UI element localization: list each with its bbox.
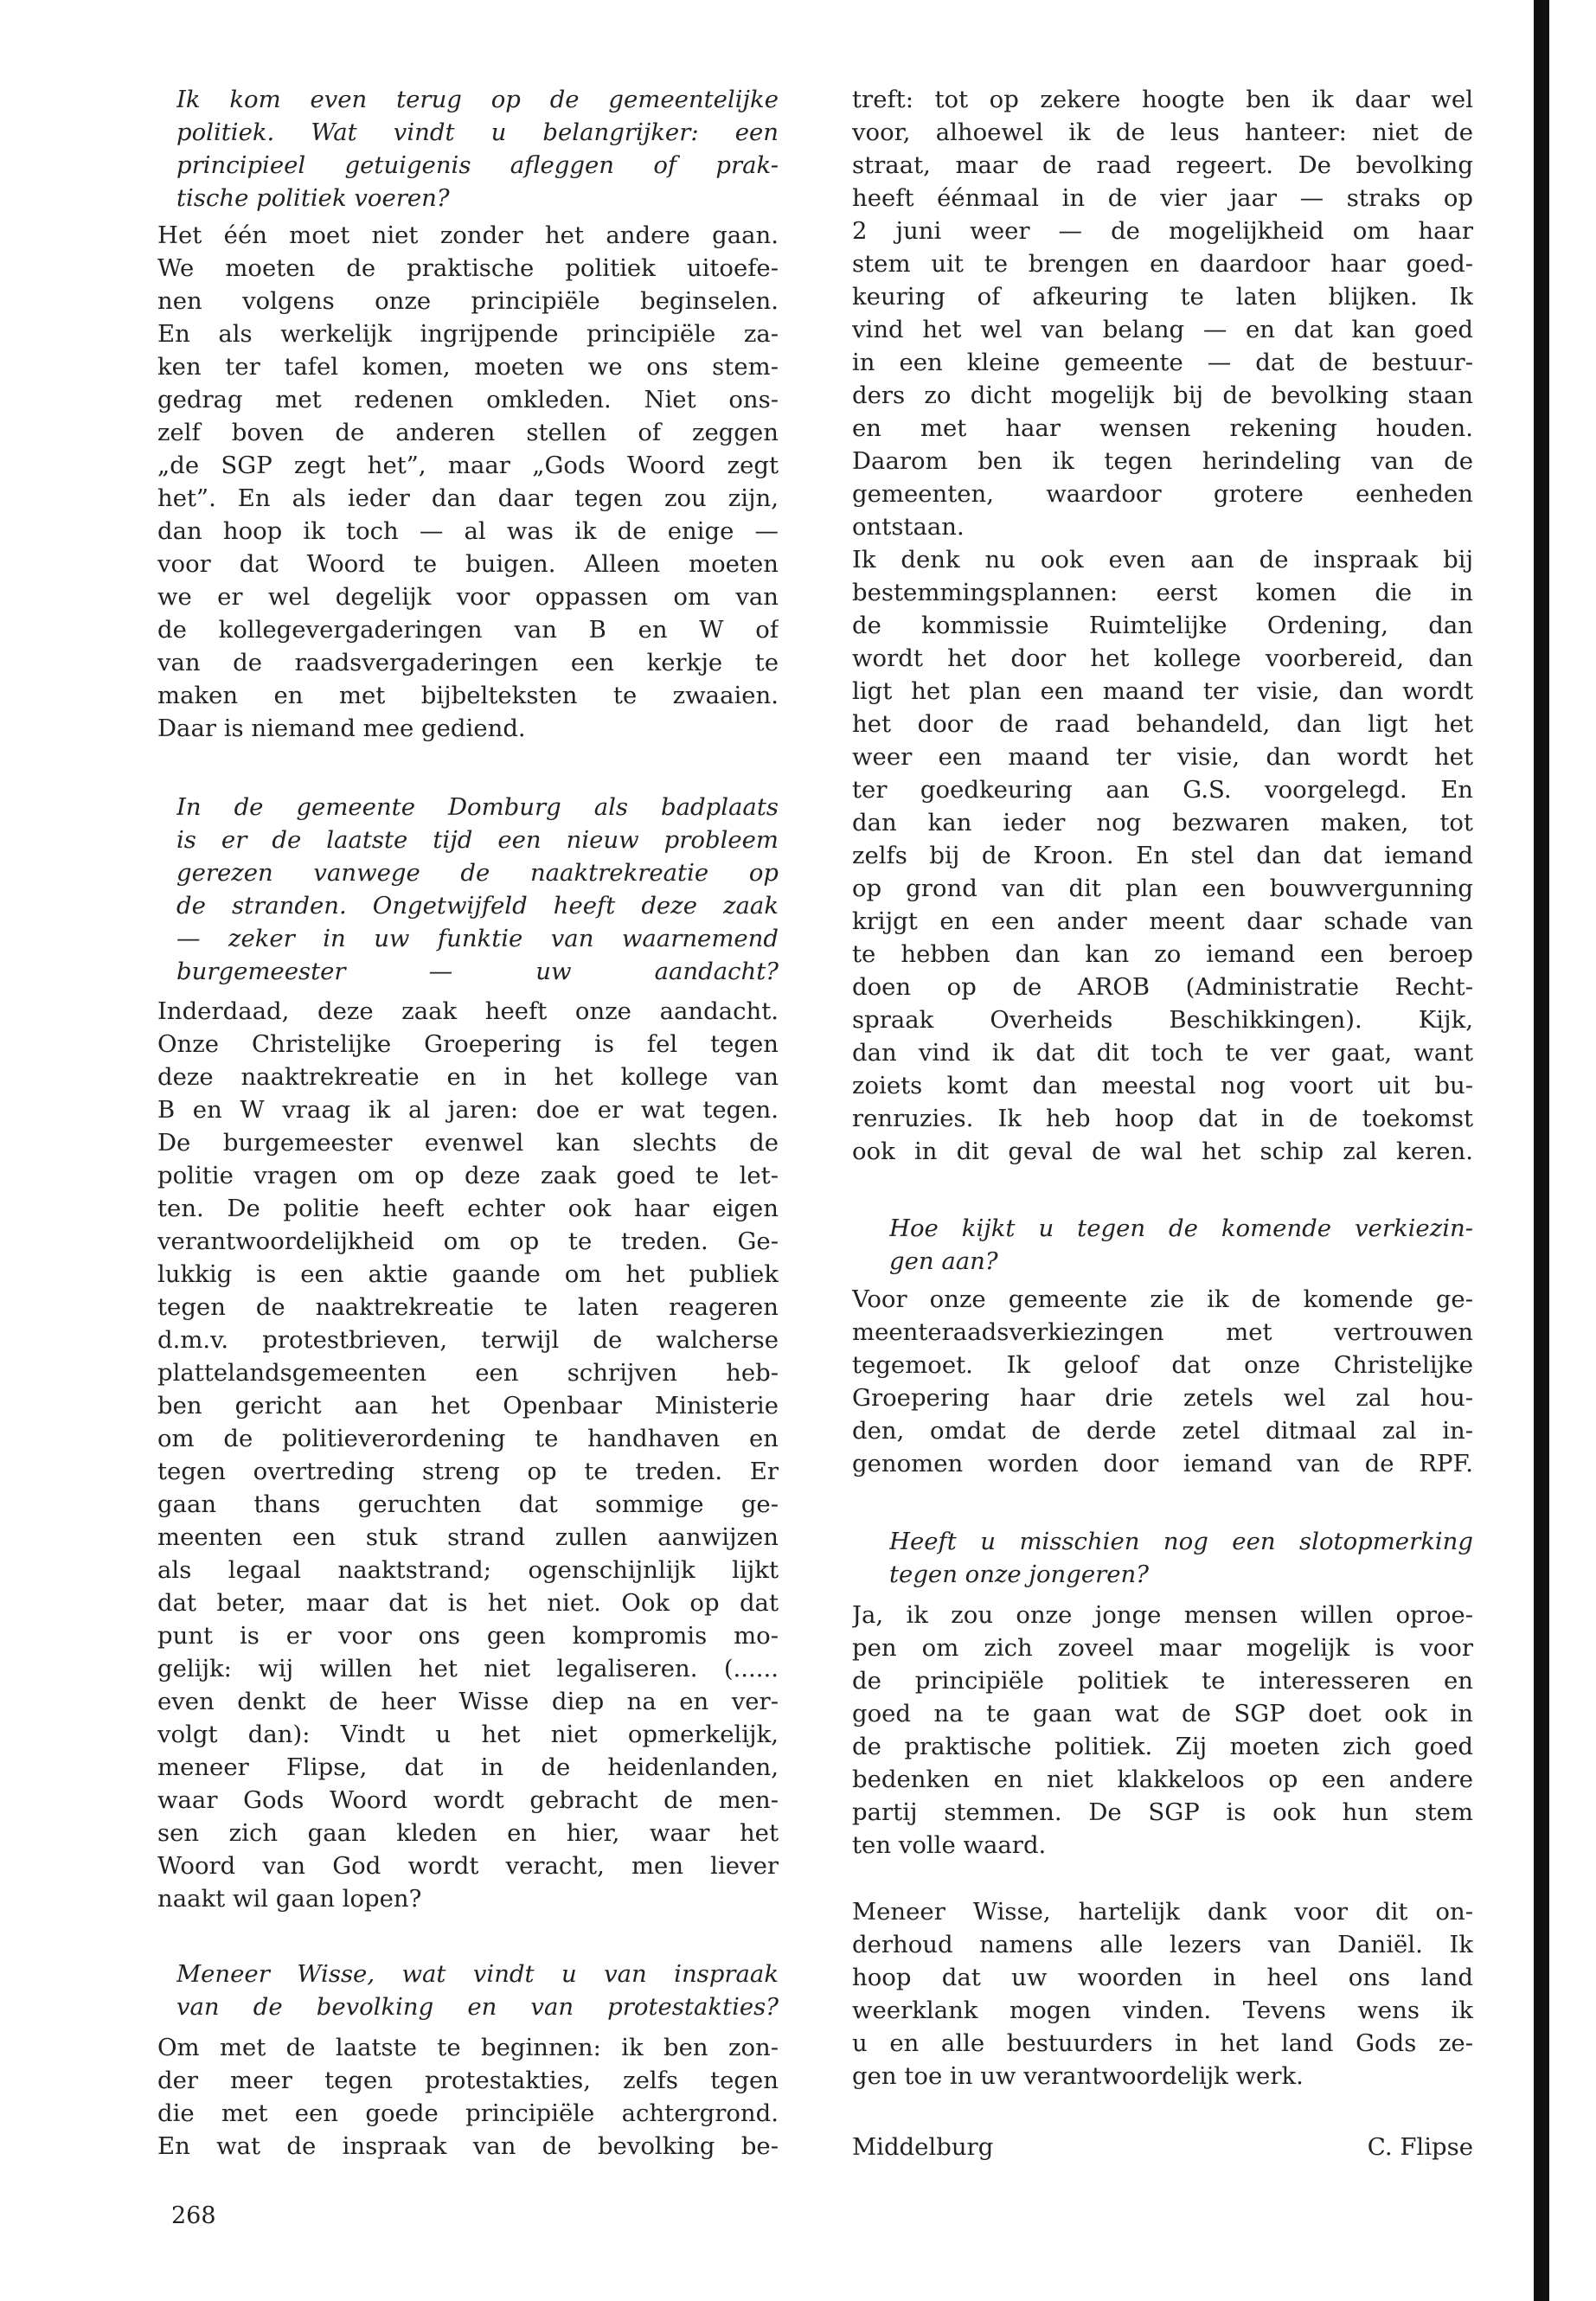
text-line: lukkig is een aktie gaande om het publiek — [157, 1260, 779, 1288]
text-line: is er de laatste tijd een nieuw probleem — [176, 826, 779, 854]
text-line: gerezen vanwege de naaktrekreatie op — [176, 859, 779, 887]
text-line: — zeker in uw funktie van waarnemend — [176, 925, 779, 952]
text-line: Groepering haar drie zetels wel zal hou- — [852, 1384, 1473, 1412]
text-line: op grond van dit plan een bouwvergunning — [852, 875, 1473, 902]
text-line: dat beter, maar dat is het niet. Ook op dat — [157, 1589, 779, 1617]
text-line: dan hoop ik toch — al was ik de enige — — [157, 517, 779, 545]
text-line: voor, alhoewel ik de leus hanteer: niet de — [852, 119, 1473, 146]
text-line: 2 juni weer — de mogelijkheid om haar — [852, 217, 1473, 245]
question-inspraak — [176, 1958, 779, 2023]
answer-bestemmingsplannen — [852, 543, 1473, 1168]
text-line: de kollegevergaderingen van B en W of — [157, 616, 779, 644]
text-line: dan kan ieder nog bezwaren maken, tot — [852, 809, 1473, 836]
text-line: waar Gods Woord wordt gebracht de men- — [157, 1786, 779, 1814]
text-line: Ik kom even terug op de gemeentelijke — [176, 86, 779, 113]
text-line: ders zo dicht mogelijk bij de bevolking staan — [852, 381, 1473, 409]
text-line: Inderdaad, deze zaak heeft onze aandacht. — [157, 997, 779, 1025]
text-line: politie vragen om op deze zaak goed te let- — [157, 1162, 779, 1189]
text-line: verantwoordelijkheid om op te treden. Ge- — [157, 1227, 779, 1255]
text-line: zelf boven de anderen stellen of zeggen — [157, 419, 779, 446]
text-line: gen aan? — [889, 1247, 998, 1275]
text-line: den, omdat de derde zetel ditmaal zal in- — [852, 1417, 1473, 1445]
answer-slotopmerking — [852, 1599, 1473, 1862]
text-line: In de gemeente Domburg als badplaats — [176, 793, 779, 821]
text-line: wordt het door het kollege voorbereid, dan — [852, 644, 1473, 672]
text-line: Het één moet niet zonder het andere gaan. — [157, 221, 779, 249]
text-line: in een kleine gemeente — dat de bestuur- — [852, 349, 1473, 376]
text-line: gaan thans geruchten dat sommige ge- — [157, 1490, 779, 1518]
text-line: Onze Christelijke Groepering is fel tegen — [157, 1030, 779, 1058]
text-line: derhoud namens alle lezers van Daniël. Ik — [852, 1931, 1473, 1958]
question-naaktrekreatie — [176, 791, 779, 988]
text-line: d.m.v. protestbrieven, terwijl de walcherse — [157, 1326, 779, 1354]
text-line: zoiets komt dan meestal nog voort uit bu- — [852, 1072, 1473, 1099]
text-line: tegen de naaktrekreatie te laten reageren — [157, 1293, 779, 1321]
text-line: volgt dan): Vindt u het niet opmerkelijk, — [157, 1721, 779, 1748]
text-line: keuring of afkeuring te laten blijken. Ik — [852, 283, 1473, 311]
text-line: die met een goede principiële achtergrond. — [157, 2099, 779, 2127]
text-line: tegen overtreding streng op te treden. Er — [157, 1458, 779, 1485]
text-line: nen volgens onze principiële beginselen. — [157, 287, 779, 315]
question-politiek — [176, 83, 779, 215]
text-line: het door de raad behandeld, dan ligt het — [852, 710, 1473, 738]
text-line: goed na te gaan wat de SGP doet ook in — [852, 1700, 1473, 1727]
text-line: sen zich gaan kleden en hier, waar het — [157, 1819, 779, 1847]
text-line: vind het wel van belang — en dat kan goed — [852, 316, 1473, 343]
text-line: spraak Overheids Beschikkingen). Kijk, — [852, 1006, 1473, 1034]
text-line: gedrag met redenen omkleden. Niet ons- — [157, 386, 779, 413]
text-line: ten volle waard. — [852, 1831, 1047, 1859]
text-line: tische politiek voeren? — [176, 184, 450, 212]
question-slotopmerking — [889, 1525, 1473, 1591]
text-line: Meneer Wisse, hartelijk dank voor dit on- — [852, 1898, 1473, 1926]
text-line: We moeten de praktische politiek uitoefe- — [157, 254, 779, 282]
text-line: ook in dit geval de wal het schip zal keren. — [852, 1138, 1473, 1165]
text-line: partij stemmen. De SGP is ook hun stem — [852, 1798, 1473, 1826]
text-line: en met haar wensen rekening houden. — [852, 414, 1473, 442]
text-line: En als werkelijk ingrijpende principiële za- — [157, 320, 779, 348]
text-line: ken ter tafel komen, moeten we ons stem- — [157, 353, 779, 381]
text-line: Hoe kijkt u tegen de komende verkiezin- — [889, 1215, 1473, 1242]
text-line: het”. En als ieder dan daar tegen zou zijn, — [157, 484, 779, 512]
text-line: Voor onze gemeente zie ik de komende ge- — [852, 1285, 1473, 1313]
text-line: bestemmingsplannen: eerst komen die in — [852, 579, 1473, 606]
text-line: voor dat Woord te buigen. Alleen moeten — [157, 550, 779, 578]
text-line: de stranden. Ongetwijfeld heeft deze zaak — [176, 892, 779, 920]
text-line: gemeenten, waardoor grotere eenheden — [852, 480, 1473, 508]
text-line: de principiële politiek te interesseren en — [852, 1667, 1473, 1695]
text-line: weerklank mogen vinden. Tevens wens ik — [852, 1997, 1473, 2024]
text-line: ter goedkeuring aan G.S. voorgelegd. En — [852, 776, 1473, 804]
text-line: meneer Flipse, dat in de heidenlanden, — [157, 1753, 779, 1781]
signoff — [852, 2131, 1473, 2163]
text-line: meenteraadsverkiezingen met vertrouwen — [852, 1318, 1473, 1346]
text-line: Heeft u misschien nog een slotopmerking — [889, 1528, 1473, 1555]
text-line: even denkt de heer Wisse diep na en ver- — [157, 1688, 779, 1715]
text-line: doen op de AROB (Administratie Recht- — [852, 973, 1473, 1001]
text-line: ontstaan. — [852, 513, 965, 541]
text-line: gen toe in uw verantwoordelijk werk. — [852, 2062, 1304, 2090]
text-line: ligt het plan een maand ter visie, dan wordt — [852, 677, 1473, 705]
text-line: punt is er voor ons geen kompromis mo- — [157, 1622, 779, 1650]
text-line: ben gericht aan het Openbaar Ministerie — [157, 1392, 779, 1420]
page-number: 268 — [171, 2202, 216, 2229]
signoff-author: C. Flipse — [1367, 2133, 1473, 2161]
text-line: heeft éénmaal in de vier jaar — straks op — [852, 184, 1473, 212]
text-line: Woord van God wordt veracht, men liever — [157, 1852, 779, 1880]
text-line: dan vind ik dat dit toch te ver gaat, want — [852, 1039, 1473, 1067]
text-line: Meneer Wisse, wat vindt u van inspraak — [176, 1960, 779, 1988]
text-line: de kommissie Ruimtelijke Ordening, dan — [852, 612, 1473, 639]
text-line: meenten een stuk strand zullen aanwijzen — [157, 1523, 779, 1551]
text-line: politiek. Wat vindt u belangrijker: een — [176, 119, 779, 146]
text-line: der meer tegen protestakties, zelfs tegen — [157, 2067, 779, 2094]
closing-paragraph — [852, 1895, 1473, 2093]
text-line: Om met de laatste te beginnen: ik ben zon- — [157, 2034, 779, 2061]
text-line: zelfs bij de Kroon. En stel dan dat iemand — [852, 842, 1473, 869]
text-line: Ik denk nu ook even aan de inspraak bij — [852, 546, 1473, 574]
text-line: naakt wil gaan lopen? — [157, 1885, 422, 1913]
text-line: renruzies. Ik heb hoop dat in de toekomst — [852, 1105, 1473, 1132]
text-line: Daarom ben ik tegen herindeling van de — [852, 447, 1473, 475]
text-line: Daar is niemand mee gediend. — [157, 715, 526, 742]
text-line: stem uit te brengen en daardoor haar goed- — [852, 250, 1473, 278]
text-line: u en alle bestuurders in het land Gods ze- — [852, 2029, 1473, 2057]
answer-verkiezingen — [852, 1283, 1473, 1480]
text-line: gelijk: wij willen het niet legaliseren. (...... — [157, 1655, 779, 1682]
text-line: ten. De politie heeft echter ook haar eigen — [157, 1195, 779, 1222]
scan-edge-bar — [1534, 0, 1549, 2301]
text-line: tegen onze jongeren? — [889, 1561, 1149, 1588]
answer-inspraak — [157, 2031, 779, 2163]
text-line: als legaal naaktstrand; ogenschijnlijk lijkt — [157, 1556, 779, 1584]
signoff-place: Middelburg — [852, 2133, 994, 2161]
text-line: Ja, ik zou onze jonge mensen willen oproe- — [852, 1601, 1473, 1629]
text-line: te hebben dan kan zo iemand een beroep — [852, 940, 1473, 968]
text-line: pen om zich zoveel maar mogelijk is voor — [852, 1634, 1473, 1662]
text-line: van de raadsvergaderingen een kerkje te — [157, 649, 779, 676]
text-line: van de bevolking en van protestakties? — [176, 1993, 779, 2021]
text-line: maken en met bijbelteksten te zwaaien. — [157, 682, 779, 709]
text-line: de praktische politiek. Zij moeten zich goed — [852, 1733, 1473, 1760]
text-line: om de politieverordening te handhaven en — [157, 1425, 779, 1452]
text-line: En wat de inspraak van de bevolking be- — [157, 2132, 779, 2160]
text-line: tegemoet. Ik geloof dat onze Christelijke — [852, 1351, 1473, 1379]
text-line: bedenken en niet klakkeloos op een andere — [852, 1766, 1473, 1793]
text-line: hoop dat uw woorden in heel ons land — [852, 1964, 1473, 1991]
text-line: krijgt en een ander meent daar schade van — [852, 907, 1473, 935]
text-line: principieel getuigenis afleggen of prak- — [176, 151, 779, 179]
question-verkiezingen — [889, 1212, 1473, 1278]
text-line: De burgemeester evenwel kan slechts de — [157, 1129, 779, 1157]
text-line: genomen worden door iemand van de RPF. — [852, 1450, 1473, 1477]
text-line: straat, maar de raad regeert. De bevolking — [852, 151, 1473, 179]
text-line: we er wel degelijk voor oppassen om van — [157, 583, 779, 611]
text-line: plattelandsgemeenten een schrijven heb- — [157, 1359, 779, 1387]
answer-inspraak-continued — [852, 83, 1473, 543]
answer-naaktrekreatie — [157, 995, 779, 1915]
answer-politiek — [157, 219, 779, 745]
text-line: „de SGP zegt het”, maar „Gods Woord zegt — [157, 452, 779, 479]
text-line: treft: tot op zekere hoogte ben ik daar wel — [852, 86, 1473, 113]
text-line: deze naaktrekreatie en in het kollege van — [157, 1063, 779, 1091]
text-line: weer een maand ter visie, dan wordt het — [852, 743, 1473, 771]
text-line: burgemeester — uw aandacht? — [176, 958, 779, 985]
text-line: B en W vraag ik al jaren: doe er wat tegen. — [157, 1096, 779, 1124]
